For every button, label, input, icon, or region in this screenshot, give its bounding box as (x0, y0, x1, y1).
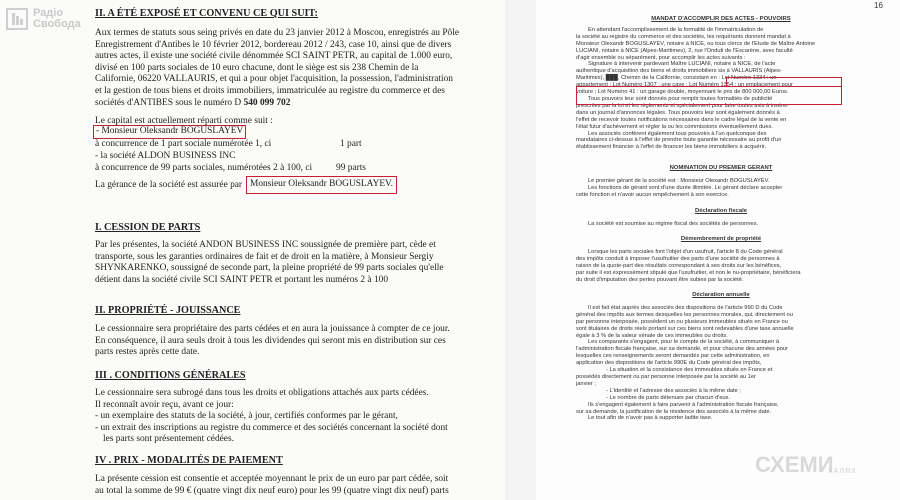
body-line: lesquelles ces renseignements seront demandés par cette administration, en (576, 353, 770, 360)
annuelle-title: Déclaration annuelle (692, 292, 750, 298)
body-line: transporte, sous les garanties ordinaires de fait et de droit en la matière, à Monsieur Sergiy (95, 251, 434, 262)
shares-2: à concurrence de 99 parts sociales, numérotées 2 à 100, ci (95, 163, 313, 173)
body-line: raison de la quote-part des résultats correspondant à ses droits sur les bénéfices, (576, 262, 782, 269)
body-line: Les associés confèrent également tous pouvoirs à l'un quelconque des (588, 130, 767, 137)
shareholder-2: - la société ALDON BUSINESS INC (95, 151, 236, 161)
section-propriete-title: II. PROPRIÉTÉ - JOUISSANCE (95, 305, 241, 316)
right-document-page (536, 0, 900, 500)
body-line: possédés directement ou par personne interposée par la société au 1er (576, 373, 756, 380)
shares-1: à concurrence de 1 part sociale numérotée 1, ci (95, 139, 272, 149)
nomination-title: NOMINATION DU PREMIER GERANT (669, 165, 773, 171)
skhemy-watermark: СХЕМИ (755, 452, 834, 477)
body-line: prescrites par la loi et les règlements et spécialement pour faire toutes avis à insérer (576, 102, 789, 109)
intro-line: autres actes, il existe une société civile dénommée SCI SAINT PETR, au capital de 1.000 euro, (95, 51, 453, 62)
shares-2-count: 99 parts (336, 163, 366, 173)
section-prix-body (95, 474, 500, 497)
rcs-number: 540 099 702 (243, 97, 291, 108)
shares-1-count: 1 part (340, 139, 362, 149)
body-line: application des dispositions de l'article 990E du Code général des impôts, (576, 360, 762, 367)
body-line: du droit d'imputation des pertes pouvant être subies par la société. (576, 276, 744, 283)
body-line: - La situation et la consistance des immeubles situés en France et (606, 367, 773, 374)
gerance-prefix: La gérance de la société est assurée par (95, 180, 243, 190)
highlight-gerance-name (246, 176, 397, 194)
gerance-name: Monsieur Oleksandr BOGUSLAYEV. (250, 179, 393, 189)
body-line: sur sa demande, la justification de la résidence des associés à la même date. (576, 408, 772, 415)
page-number: 16 (874, 1, 883, 10)
section-conditions-body (95, 388, 500, 446)
body-line: cette fonction et n'avoir aucun empêchement à son exercice. (576, 191, 729, 198)
body-line: Monsieur Olexandr BOGUSLAYEV, notaire à NICE, ou tous clercs de l'Etude de Maître Antoine (576, 40, 816, 47)
body-line: des impôts conduit à imposer l'usufruitier des parts d'une société de personnes à (576, 255, 780, 262)
fiscale-section (576, 208, 866, 228)
body-line: - un exemplaire des statuts de la société, à jour, certifiés conformes par le gérant, (95, 411, 398, 422)
body-line: La société est soumise au régime fiscal des sociétés de personnes. (588, 220, 759, 227)
radio-svoboda-mark-icon (6, 8, 28, 30)
section-cession-body (95, 240, 500, 286)
intro-line: Californie, 06220 VALLAURIS, et qui a pour objet l'acquisition, la possession, l'administration (95, 74, 453, 85)
highlight-lot-details (576, 86, 842, 105)
annuelle-section (576, 292, 866, 422)
body-line: dans un journal d'annonces légales. Tous pouvoirs leur sont également donnés à (576, 109, 780, 116)
body-line: authentique d'acquisition des biens et droits immobiliers sis à VALLAURIS (Alpes- (576, 68, 782, 75)
demembrement-title: Démembrement de propriété (680, 236, 762, 242)
body-line: égale à 3 % de la valeur vénale de ces immeubles ou droits. (576, 332, 728, 339)
intro-paragraph (95, 28, 495, 109)
body-line: Le cessionnaire sera propriétaire des parts cédées et en aura la jouissance à compter de ce jour. (95, 324, 450, 334)
body-line: Maritimes), ███, Chemin de la Californie, consistant en : Lot Numéro 1334 : un (576, 75, 777, 82)
section-propriete-body (95, 324, 500, 359)
body-line: voiture ; Lot Numéro 41 : un garage double, moyennant le prix de 800 000,00 Euros. (576, 89, 789, 96)
highlight-shareholder-1 (93, 125, 246, 139)
intro-line: Enregistrement d'Antibes le 10 février 2012, bordereau 2012 / 243, case 10, ainsi que de divers (95, 39, 452, 50)
body-line: Il reconnaît avoir reçu, avant ce jour: (95, 399, 234, 410)
intro-line: et la gestion de tous biens et droits immobiliers, immatriculée au registre du commerce et des (95, 85, 445, 96)
body-line: parts restes après cette date. (95, 347, 200, 358)
body-line: Signature à intervenir pardevant Maître LUCIANI, notaire à NICE, de l'acte (588, 61, 776, 68)
body-line: Par les présentes, la société ANDON BUSINESS INC soussignée de première part, cède et (95, 240, 436, 250)
intro-line: divisé en 100 parts sociales de 10 euro chacune, dont le siège est sis 238 Chemin de la (95, 62, 419, 73)
body-line: Ils s'engagent également à faire parvenir à l'administration fiscale française, (588, 401, 779, 408)
intro-line: Aux termes de statuts sous seing privés en date du 23 janvier 2012 à Moscou, enregistrés au Pôle (95, 28, 459, 38)
body-line: les parts sont présentement cédées. (103, 434, 234, 445)
body-line: appartement ; Lot Numéro 1307 : une cave ; Lot Numéro 1354 : un emplacement pour (576, 82, 793, 89)
body-line: sont titulaires de droits réels portant sur ces biens sont redevables d'une taxe annuelle (576, 325, 794, 332)
body-line: Le tout afin de n'avoir pas à supporter ladite taxe. (588, 415, 713, 422)
body-line: général des impôts aux termes desquelles les personnes morales, qui, directement ou (576, 311, 793, 318)
body-line: l'état futur d'achèvement et régler la ou les commissions éventuellement dues. (576, 123, 773, 130)
body-line: - un extrait des inscriptions au registre du commerce et des sociétés concernant la société dont (95, 422, 448, 433)
body-line: Les comparants s'engagent, pour le compte de la société, à communiquer à (588, 339, 780, 346)
body-line: janvier ; (576, 380, 596, 387)
body-line: - L'identité et l'adresse des associés à la même date ; (606, 387, 741, 394)
intro-line: sociétés d'ANTIBES sous le numéro D 540 099 702 (95, 97, 291, 108)
body-line: Lorsque les parts sociales font l'objet d'un usufruit, l'article 8 du Code général (588, 248, 783, 255)
body-line: mandataires ci-dessus à l'effet de prendre toute garantie nécessaire au profit d'un (576, 137, 782, 144)
body-line: par personne interposée, possèdent un ou plusieurs immeubles situés en France ou (576, 318, 788, 325)
fiscale-title: Déclaration fiscale (694, 208, 748, 214)
section-prix-title: IV . PRIX - MODALITÉS DE PAIEMENT (95, 455, 283, 466)
mandat-title: MANDAT D'ACCOMPLIR DES ACTES - POUVOIRS (651, 16, 791, 22)
nomination-section (576, 165, 866, 199)
body-line: Tous pouvoirs leur sont donnés pour remplir toutes formalités de publicité (588, 95, 773, 102)
body-line: En attendant l'accomplissement de la formalité de l'immatriculation de (588, 26, 764, 33)
body-line: au total la somme de 99 € (quatre vingt dix neuf euro) pour les 99 (quatre vingt dix neuf) parts (95, 485, 449, 496)
demembrement-section (576, 236, 866, 283)
body-line: SHYNKARENKO, soussigné de seconde part, la pleine propriété de 99 parts sociales qu'elle (95, 263, 444, 274)
section-cession-title: I. CESSION DE PARTS (95, 222, 201, 233)
section-conditions-title: III . CONDITIONS GÉNÉRALES (95, 370, 246, 381)
body-line: d'agir ensemble ou séparément, pour accomplir les actes suivants : (576, 54, 746, 61)
body-line: Les fonctions de gérant sont d'une durée illimitée. Le gérant déclare accepter (588, 184, 783, 191)
body-line: détient dans la société civile SCI SAINT PETR et portant les numéros 2 à 100 (95, 274, 389, 285)
body-line: Le cessionnaire sera subrogé dans tous les droits et obligations attachés aux parts cédées. (95, 388, 429, 398)
capital-intro: Le capital est actuellement réparti comme suit : (95, 116, 273, 126)
shareholder-1: - Monsieur Oleksandr BOGUSLAYEV (96, 126, 244, 136)
body-line: par suite il est expressément stipulé que l'usufruitier, et non le nu-propriétaire, bénéficiera (576, 269, 801, 276)
section-heading-expose: II. A ÉTÉ EXPOSÉ ET CONVENU CE QUI SUIT: (95, 8, 318, 19)
page-gutter (505, 0, 536, 500)
body-line: En conséquence, il aura seuls droit à tous les dividendes qui seront mis en distribution sur ces (95, 335, 446, 346)
body-line: Il est fait état auprès des associés des dispositions de l'article 990 D du Code (588, 304, 783, 311)
body-line: - Le nombre de parts détenues par chacun d'eux. (606, 394, 731, 401)
body-line: La présente cession est consentie et acceptée moyennant le prix de un euro par part cédée, soit (95, 474, 449, 484)
radio-svoboda-logo (6, 8, 81, 30)
body-line: LUCIANI, notaire à NICE (Alpes-Maritimes), 2, rue l'Onduti de l'Escarène, avec faculté (576, 47, 793, 54)
body-line: l'effet de recevoir toutes notifications nécessaires dans le cadre légal de la vente en (576, 116, 787, 123)
body-line: établissement financier à l'effet de financer les biens immobiliers à acquérir. (576, 144, 767, 151)
body-line: la société au registre du commerce et des sociétés, les requérants donnent mandat à (576, 33, 791, 40)
radio-svoboda-wordmark: Радіо Свобода (33, 7, 81, 30)
skhemy-watermark-sub: ХАЛЯХ (828, 468, 857, 475)
body-line: l'administration fiscale française, sur sa demande, et pour chacune des années pour (576, 346, 788, 353)
body-line: Le premier gérant de la société est : Monsieur Olexandr BOGUSLAYEV. (588, 177, 770, 184)
